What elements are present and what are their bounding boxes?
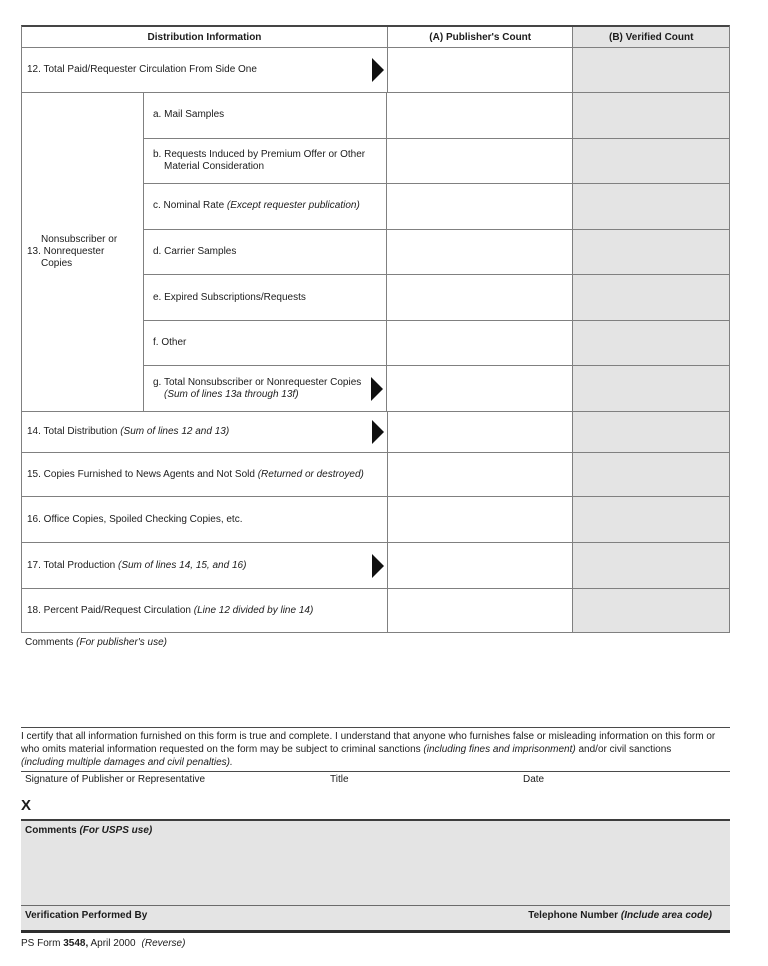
row-16-label: 16. Office Copies, Spoiled Checking Copies, etc. xyxy=(27,513,243,525)
certification-line1: I certify that all information furnished on this form is true and complete. I understand that anyone who furnishes false or misleading information on this form or xyxy=(21,731,716,742)
cell-13a-verified-count[interactable] xyxy=(572,93,729,138)
row-16-label-cell xyxy=(22,497,387,542)
signature-input-area[interactable] xyxy=(21,790,730,819)
cell-18-verified-count[interactable] xyxy=(572,589,729,632)
cell-12-verified-count[interactable] xyxy=(572,48,729,92)
right-arrow-icon xyxy=(371,377,383,401)
row-15 xyxy=(22,453,729,497)
table-header-row xyxy=(22,27,729,48)
header-publishers-count: (A) Publisher's Count xyxy=(387,27,572,47)
row-13f-label: f. Other xyxy=(153,337,187,349)
row-13b xyxy=(143,139,729,185)
row-18-label-italic: (Line 12 divided by line 14) xyxy=(193,604,314,616)
header-verified-count: (B) Verified Count xyxy=(572,27,729,47)
right-arrow-icon xyxy=(372,420,384,444)
row-13d-label: d. Carrier Samples xyxy=(153,246,237,258)
row-16 xyxy=(22,497,729,543)
row-13-items xyxy=(143,93,729,411)
cell-13c-publisher-count[interactable] xyxy=(386,184,572,229)
row-13e-label: e. Expired Subscriptions/Requests xyxy=(153,291,306,303)
cell-13b-verified-count[interactable] xyxy=(572,139,729,184)
row-18 xyxy=(22,589,729,632)
publisher-comments-label xyxy=(25,637,167,649)
cell-13f-publisher-count[interactable] xyxy=(386,321,572,366)
row-13c-label-italic: (Except requester publication) xyxy=(226,200,360,212)
row-15-label-cell xyxy=(22,453,387,496)
row-13c xyxy=(143,184,729,230)
row-14 xyxy=(22,412,729,453)
row-13-label-line3: Copies xyxy=(41,258,73,269)
telephone-number-italic: (Include area code) xyxy=(620,910,712,921)
usps-comments-label xyxy=(25,825,152,836)
row-14-label-italic: (Sum of lines 12 and 13) xyxy=(120,426,230,437)
row-13f-label-cell xyxy=(143,321,386,366)
cell-17-verified-count[interactable] xyxy=(572,543,729,588)
row-13c-label-cell xyxy=(143,184,386,229)
right-arrow-icon xyxy=(372,58,384,82)
title-label: Title xyxy=(330,774,349,785)
distribution-table xyxy=(21,25,730,633)
cell-12-publisher-count[interactable] xyxy=(387,48,572,92)
row-17-label: 17. Total Production xyxy=(27,559,118,571)
row-13b-label-cell xyxy=(143,139,386,184)
row-13f xyxy=(143,321,729,367)
row-13a-label: a. Mail Samples xyxy=(153,109,225,121)
cell-17-publisher-count[interactable] xyxy=(387,543,572,588)
row-13g xyxy=(143,366,729,411)
row-13 xyxy=(22,93,729,412)
cell-13e-verified-count[interactable] xyxy=(572,275,729,320)
row-13a-label-cell xyxy=(143,93,386,138)
form-side: (Reverse) xyxy=(141,938,186,949)
form-footer-prefix: PS Form xyxy=(21,938,64,949)
telephone-number-label xyxy=(528,910,712,921)
cell-13d-publisher-count[interactable] xyxy=(386,230,572,275)
cell-13e-publisher-count[interactable] xyxy=(386,275,572,320)
verification-divider xyxy=(21,905,730,906)
cell-14-verified-count[interactable] xyxy=(572,412,729,452)
cell-13g-publisher-count[interactable] xyxy=(386,366,572,411)
row-15-label-italic: (Returned or destroyed) xyxy=(257,468,364,480)
row-14-label: 14. Total Distribution xyxy=(27,426,121,437)
row-13-label-line2: 13. Nonrequester xyxy=(27,246,105,257)
date-label: Date xyxy=(523,774,545,785)
row-18-label: 18. Percent Paid/Request Circulation xyxy=(27,604,194,616)
cell-13c-verified-count[interactable] xyxy=(572,184,729,229)
cell-14-publisher-count[interactable] xyxy=(387,412,572,452)
row-13e-label-cell xyxy=(143,275,386,320)
row-17 xyxy=(22,543,729,589)
header-distribution-information: Distribution Information xyxy=(147,32,262,43)
verification-performed-by-label: Verification Performed By xyxy=(25,910,148,921)
form-footer xyxy=(21,938,185,950)
cell-18-publisher-count[interactable] xyxy=(387,589,572,632)
cell-13d-verified-count[interactable] xyxy=(572,230,729,275)
form-number: 3548, xyxy=(63,938,89,949)
row-17-label-italic: (Sum of lines 14, 15, and 16) xyxy=(118,559,247,571)
certification-line2: who omits material information requested on the form may be subject to criminal sanctions (including fines and imprisonment) and/or civil sanctions xyxy=(21,743,672,755)
row-13e xyxy=(143,275,729,321)
row-12 xyxy=(22,48,729,93)
row-14-label-cell xyxy=(22,412,387,452)
certification-line3: (including multiple damages and civil penalties). xyxy=(21,756,233,768)
usps-comments-text: Comments xyxy=(25,825,80,836)
form-date: April 2000 xyxy=(88,938,136,949)
row-13d xyxy=(143,230,729,276)
row-12-label-cell xyxy=(22,48,387,92)
certification-divider xyxy=(21,727,730,728)
row-13d-label-cell xyxy=(143,230,386,275)
row-13a xyxy=(143,93,729,139)
row-17-label-cell xyxy=(22,543,387,588)
usps-comments-area[interactable] xyxy=(21,839,730,903)
cell-13g-verified-count[interactable] xyxy=(572,366,729,411)
row-13c-label: c. Nominal Rate xyxy=(153,200,227,212)
row-13b-label: b. Requests Induced by Premium Offer or Other Material Consideration xyxy=(153,148,366,172)
telephone-number-text: Telephone Number xyxy=(528,910,621,921)
signature-label: Signature of Publisher or Representative xyxy=(25,774,206,785)
certification-statement xyxy=(21,731,740,770)
row-13g-label-cell xyxy=(143,366,386,411)
usps-comments-italic: (For USPS use) xyxy=(79,825,153,836)
row-13-label-cell xyxy=(22,93,143,411)
row-12-label: 12. Total Paid/Requester Circulation From Side One xyxy=(27,64,257,75)
publisher-comments-italic: (For publisher's use) xyxy=(76,637,167,648)
cell-15-publisher-count[interactable] xyxy=(387,453,572,496)
row-18-label-cell xyxy=(22,589,387,632)
signature-x-mark: X xyxy=(21,797,32,814)
usps-comments-box xyxy=(21,819,730,933)
row-13g-label: g. Total Nonsubscriber or Nonrequester Copies xyxy=(153,376,362,388)
cell-13a-publisher-count[interactable] xyxy=(386,93,572,138)
row-15-label: 15. Copies Furnished to News Agents and Not Sold xyxy=(27,468,258,480)
cell-13f-verified-count[interactable] xyxy=(572,321,729,366)
row-13-label-line1: Nonsubscriber or xyxy=(41,234,118,245)
cell-16-verified-count[interactable] xyxy=(572,497,729,542)
row-13g-label-italic: (Sum of lines 13a through 13f) xyxy=(164,388,299,400)
cell-13b-publisher-count[interactable] xyxy=(386,139,572,184)
publisher-comments-area[interactable] xyxy=(21,652,730,722)
cell-16-publisher-count[interactable] xyxy=(387,497,572,542)
right-arrow-icon xyxy=(372,554,384,578)
cell-15-verified-count[interactable] xyxy=(572,453,729,496)
publisher-comments-text: Comments xyxy=(25,637,77,648)
signature-divider xyxy=(21,771,730,772)
